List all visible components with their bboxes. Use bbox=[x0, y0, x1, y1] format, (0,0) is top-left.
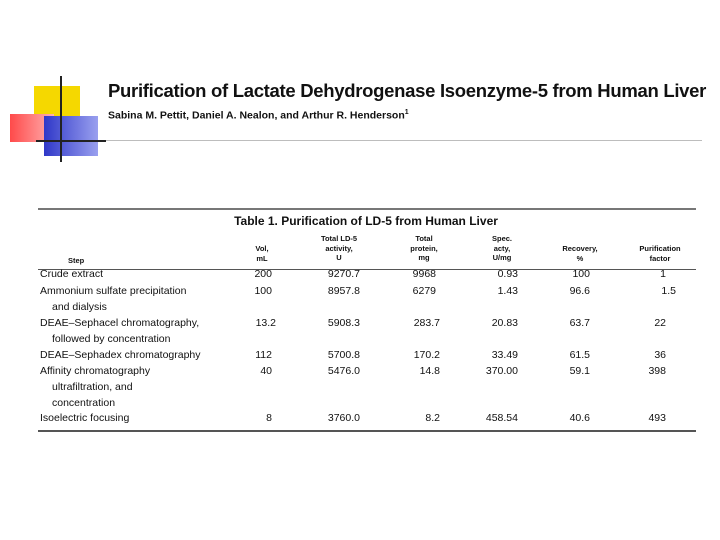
authors-footnote: 1 bbox=[404, 109, 409, 116]
table-title: Table 1. Purification of LD-5 from Human Liver bbox=[234, 214, 498, 228]
authors-text: Sabina M. Pettit, Daniel A. Nealon, and Arthur R. Henderson bbox=[108, 109, 405, 122]
row6-protein: 8.2 bbox=[425, 412, 440, 424]
decor-dark-line bbox=[36, 140, 106, 142]
row4-factor: 36 bbox=[654, 349, 666, 361]
row1-protein: 9968 bbox=[412, 268, 436, 280]
decor-blue-rect bbox=[44, 116, 98, 156]
row4-activity: 5700.8 bbox=[327, 349, 360, 361]
row1-spec: 0.93 bbox=[497, 268, 518, 280]
row2-step: Ammonium sulfate precipitation bbox=[40, 285, 187, 297]
row3-factor: 22 bbox=[654, 317, 666, 329]
row1-step: Crude extract bbox=[40, 268, 104, 280]
header-rule bbox=[38, 269, 696, 270]
row5-spec: 370.00 bbox=[485, 365, 518, 377]
row1-activity: 9270.7 bbox=[327, 268, 360, 280]
row3-protein: 283.7 bbox=[413, 317, 440, 329]
row6-vol: 8 bbox=[266, 412, 272, 424]
header-factor: Purification factor bbox=[639, 244, 681, 263]
row5-step-cont: ultrafiltration, and bbox=[52, 381, 133, 393]
row2-spec: 1.43 bbox=[497, 285, 518, 297]
row6-activity: 3760.0 bbox=[327, 412, 360, 424]
header-protein: Total protein, mg bbox=[410, 234, 438, 262]
table-top-rule bbox=[38, 208, 696, 210]
decor-vertical-line bbox=[60, 76, 62, 162]
row2-vol: 100 bbox=[254, 285, 272, 297]
row3-activity: 5908.3 bbox=[327, 317, 360, 329]
row5-activity: 5476.0 bbox=[327, 365, 360, 377]
row3-vol: 13.2 bbox=[255, 317, 276, 329]
header-activity: Total LD-5 activity, U bbox=[320, 234, 358, 262]
row6-spec: 458.54 bbox=[485, 412, 518, 424]
row3-step-cont: followed by concentration bbox=[52, 333, 171, 345]
row2-protein: 6279 bbox=[412, 285, 436, 297]
row1-recovery: 100 bbox=[572, 268, 590, 280]
row3-spec: 20.83 bbox=[491, 317, 518, 329]
row5-step-cont2: concentration bbox=[52, 397, 116, 409]
row5-factor: 398 bbox=[648, 365, 666, 377]
row2-activity: 8957.8 bbox=[327, 285, 360, 297]
row4-step: DEAE–Sephadex chromatography bbox=[40, 349, 201, 361]
row6-factor: 493 bbox=[648, 412, 666, 424]
row4-recovery: 61.5 bbox=[569, 349, 590, 361]
row4-spec: 33.49 bbox=[491, 349, 518, 361]
slide-authors bbox=[108, 109, 409, 122]
table-bottom-rule bbox=[38, 430, 696, 432]
row2-recovery: 96.6 bbox=[569, 285, 590, 297]
row3-recovery: 63.7 bbox=[569, 317, 590, 329]
row1-vol: 200 bbox=[254, 268, 272, 280]
row5-vol: 40 bbox=[260, 365, 272, 377]
row3-step: DEAE–Sephacel chromatography, bbox=[40, 317, 200, 329]
row6-step: Isoelectric focusing bbox=[40, 412, 130, 424]
row1-factor: 1 bbox=[660, 268, 666, 280]
row6-recovery: 40.6 bbox=[569, 412, 590, 424]
title-underline bbox=[36, 140, 702, 141]
row5-protein: 14.8 bbox=[419, 365, 440, 377]
row4-protein: 170.2 bbox=[413, 349, 440, 361]
header-step: Step bbox=[68, 256, 85, 265]
header-recovery: Recovery, % bbox=[562, 244, 598, 263]
row2-factor: 1.5 bbox=[661, 285, 676, 297]
row4-vol: 112 bbox=[255, 349, 272, 361]
header-vol: Vol, mL bbox=[255, 244, 269, 263]
slide-title: Purification of Lactate Dehydrogenase Isoenzyme-5 from Human Liver bbox=[108, 80, 707, 101]
row5-recovery: 59.1 bbox=[569, 365, 590, 377]
row5-step: Affinity chromatography bbox=[40, 365, 151, 377]
header-spec: Spec. acty, U/mg bbox=[491, 234, 512, 262]
row2-step-cont: and dialysis bbox=[52, 301, 107, 313]
